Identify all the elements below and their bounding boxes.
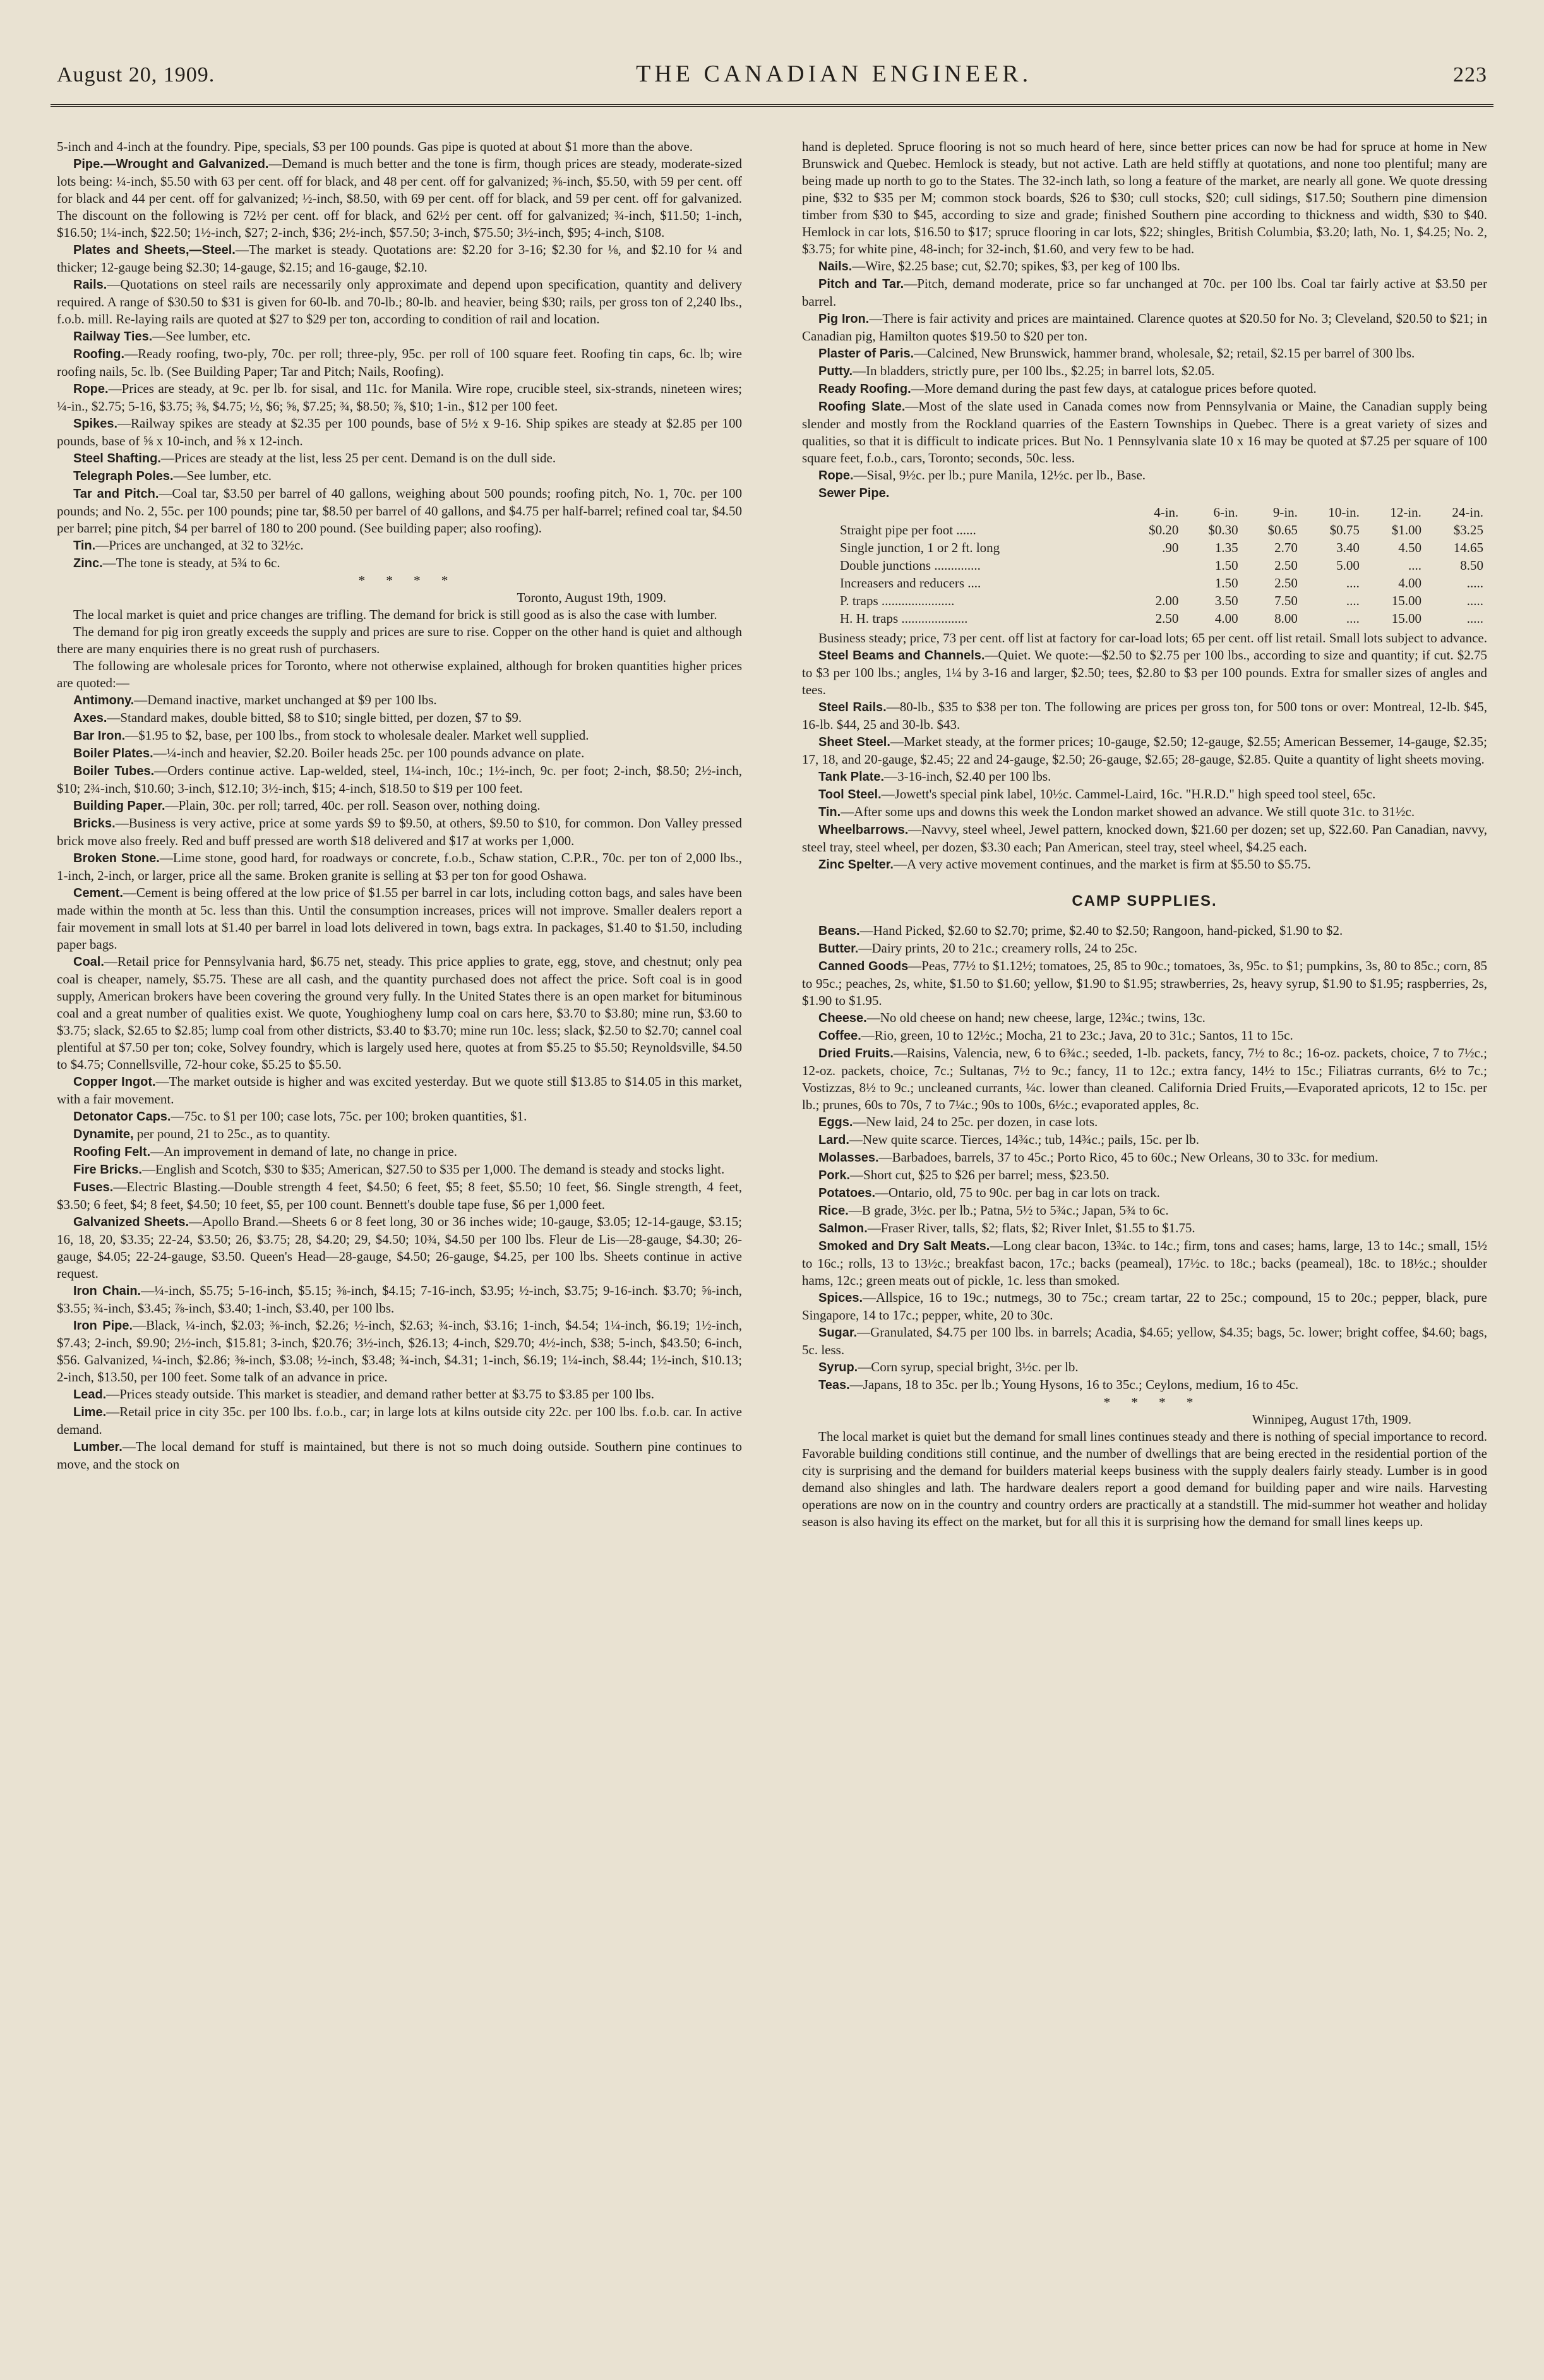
entry-shafting: Steel Shafting.—Prices are steady at the list, less 25 per cent. Demand is on the dull side.: [73, 450, 556, 466]
entry-ready-roofing: Ready Roofing.—More demand during the past few days, at catalogue prices before quoted.: [818, 381, 1317, 396]
entry-nails: Nails.—Wire, $2.25 base; cut, $2.70; spikes, $3, per keg of 100 lbs.: [818, 258, 1180, 273]
entry-plaster: Plaster of Paris.—Calcined, New Brunswick, hammer brand, wholesale, $2; retail, $2.15 per barrel of 300 lbs.: [818, 346, 1415, 361]
entry-roofing-slate: Roofing Slate.—Most of the slate used in Canada comes now from Pennsylvania or Maine, the Canadian supply being slender and mostly from the Rockland quarries of the Eastern Townships in Quebec. There is a great variety of sizes and qualities, so that it is difficult to indicate prices. But No. 1 Pennsylvania slate 10 x 16 may be quoted at $7.25 per square of 100 square feet, f.o.b., cars, Toronto; seconds, 50c. less.: [802, 399, 1487, 466]
entry-tool-steel: Tool Steel.—Jowett's special pink label, 10½c. Cammel-Laird, 16c. "H.R.D." high speed tool steel, 65c.: [818, 786, 1376, 802]
table-row: Increasers and reducers .... 1.50 2.50 .... 4.00 .....: [840, 575, 1483, 591]
entry-ties: Railway Ties.—See lumber, etc.: [73, 328, 251, 344]
entry-wheelbarrows: Wheelbarrows.—Navvy, steel wheel, Jewel pattern, knocked down, $21.60 per dozen; set up, $22.60. Pan Canadian, navvy, steel tray, steel wheel, per dozen, $3.30 each; Pan American, steel tray, steel wheel, $4.25 each.: [802, 822, 1487, 855]
entry-fuses: Fuses.—Electric Blasting.—Double strength 4 feet, $4.50; 6 feet, $5; 8 feet, $5.50; 10 feet, $6. Single strength, 4 feet, $3.50; 6 feet, $4; 8 feet, $4.50; 10 feet, $5, per 100 count. Bennett's double tape fuse, $6 per 1,000 feet.: [57, 1179, 742, 1212]
entry-zinc-spelter: Zinc Spelter.—A very active movement continues, and the market is firm at $5.50 to $5.75.: [818, 856, 1311, 872]
entry-broken-stone: Broken Stone.—Lime stone, good hard, for roadways or concrete, f.o.b., Schaw station, C.P.R., 70c. per ton of 2,000 lbs., 1-inch, 2-inch, or larger, price all the same. Broken granite is selling at $3 per ton for good Oshawa.: [57, 850, 742, 883]
entry-lime: Lime.—Retail price in city 35c. per 100 lbs. f.o.b., car; in large lots at kilns outside city 22c. per 100 lbs. f.o.b. car. In active demand.: [57, 1404, 742, 1437]
section-stars: * * * *: [358, 573, 457, 588]
entry-lead: Lead.—Prices steady outside. This market is steadier, and demand rather better at $3.75 to $3.85 per 100 lbs.: [73, 1386, 654, 1402]
entry-axes: Axes.—Standard makes, double bitted, $8 to $10; single bitted, per dozen, $7 to $9.: [73, 710, 522, 725]
entry-dried-fruits: Dried Fruits.—Raisins, Valencia, new, 6 to 6¾c.; seeded, 1-lb. packets, fancy, 7½ to 8c.; 16-oz. packets, choice, 7 to 7½c.; 12-oz. packets, choice, 7c.; Sultanas, 7½ to 9c.; fancy, 11 to 12c.; extra fancy, 14½ to 15c.; Filiatras currants, 6½ to 7c.; Vostizzas, 8½ to 9c.; uncleaned currants, ¼c. lower than cleaned. California Dried Fruits,—Evaporated apricots, 12 to 15c. per lb.; prunes, 60s to 70s, 7 to 7¼c.; 90s to 100s, 6½c.; evaporated apples, 8c.: [802, 1045, 1487, 1112]
entry-coal: Coal.—Retail price for Pennsylvania hard, $6.75 net, steady. This price applies to grate, egg, stove, and chestnut; only pea coal is cheaper, namely, $5.75. These are all cash, and the quantity purchased does not affect the price. Soft coal is in good supply, American brokers have been covering the ground very fully. In the United States there is an open market for bituminous coal and a great number of qualities exist. We quote, Youghiogheny lump coal on cars here, $3.70 to $3.80; mine run, $3.60 to $3.75; slack, $2.65 to $2.85; lump coal from other districts, $3.40 to $3.70; mine run 10c. less; slack, $2.50 to $2.70; cannel coal plentiful at $7.50 per ton; coke, Solvey foundry, which is largely used here, quotes at from $5.25 to $5.50; Reynoldsville, $4.50 to $4.75; Connellsville, 72-hour coke, $5.25 to $5.50.: [57, 954, 742, 1072]
entry-tin: Tin.—After some ups and downs this week the London market showed an advance. We still quote 31c. to 31½c.: [818, 804, 1415, 819]
entry-pitch: Pitch and Tar.—Pitch, demand moderate, price so far unchanged at 70c. per 100 lbs. Coal tar fairly active at $3.50 per barrel.: [802, 276, 1487, 309]
entry-spikes: Spikes.—Railway spikes are steady at $2.35 per 100 pounds, base of 5½ x 9-16. Ship spikes are steady at $2.85 per 100 pounds, base of ⅝ x 10-inch, and ⅝ x 12-inch.: [57, 416, 742, 448]
paragraph: The local market is quiet but the demand for small lines continues steady and there is nothing of special importance to record. Favorable building conditions still continue, and the number of dwellings that are being erected in the residential portion of the city is surprising and the demand for builders material keeps business with the supply dealers fairly steady. Lumber is in good demand also shingles and lath. The hardware dealers report a good demand for building paper and wire nails. Harvesting operations are now on in the country and country orders are practically at a standstill. The mid-summer hot weather and holiday season is also having its effect on the market, but for all this it is surprising how the demand for small lines keeps up.: [802, 1429, 1487, 1529]
entry-beans: Beans.—Hand Picked, $2.60 to $2.70; prime, $2.40 to $2.50; Rangoon, hand-picked, $1.90 to $2.: [818, 923, 1343, 938]
entry-tin: Tin.—Prices are unchanged, at 32 to 32½c.: [73, 538, 304, 553]
section-stars: * * * *: [1103, 1395, 1202, 1410]
entry-cement: Cement.—Cement is being offered at the low price of $1.55 per barrel in car lots, including cotton bags, and sales have been made within the month at 5c. less than this. Until the consumption increases, prices will not improve. Smaller dealers report a fair movement in small lots at $1.40 per barrel in load lots delivered in town, bags extra. In packages, $1.40 to $1.50, including paper bags.: [57, 885, 742, 952]
entry-putty: Putty.—In bladders, strictly pure, per 100 lbs., $2.25; in barrel lots, $2.05.: [818, 363, 1215, 378]
paragraph: Business steady; price, 73 per cent. off list at factory for car-load lots; 65 per cent. off list retail. Small lots subject to advance.: [818, 630, 1488, 646]
entry-pork: Pork.—Short cut, $25 to $26 per barrel; mess, $23.50.: [818, 1167, 1110, 1182]
entry-iron-pipe: Iron Pipe.—Black, ¼-inch, $2.03; ⅜-inch, $2.26; ½-inch, $2.63; ¾-inch, $3.16; 1-inch, $4.54; 1¼-inch, $6.19; 1½-inch, $7.43; 2-inch, $9.90; 2½-inch, $15.81; 3-inch, $20.76; 3½-inch, $26.13; 4-inch, $29.70; 4½-inch, $38; 5-inch, $43.50; 6-inch, $56. Galvanized, ¼-inch, $2.86; ⅜-inch, $3.08; ½-inch, $3.48; ¾-inch, $4.31; 1-inch, $6.19; 1¼-inch, $8.44; 1½-inch, $10.13; 2-inch, $13.50, per 100 feet. Some talk of an advance in price.: [57, 1318, 742, 1385]
entry-poles: Telegraph Poles.—See lumber, etc.: [73, 468, 272, 483]
page-header: [44, 60, 1500, 104]
entry-steel-beams: Steel Beams and Channels.—Quiet. We quote:—$2.50 to $2.75 per 100 lbs., according to size and quantity; if cut. $2.75 to $3 per 100 lbs.; angles, 1¼ by 3-16 and larger, $2.50; tees, $2.80 to $3 per 100 pounds. Extra for smaller sizes of angles and tees.: [802, 647, 1487, 697]
entry-sewer-pipe: Sewer Pipe.: [818, 486, 890, 500]
entry-spices: Spices.—Allspice, 16 to 19c.; nutmegs, 30 to 75c.; cream tartar, 22 to 25c.; compound, 15 to 20c.; pepper, black, pure Singapore, 14 to 17c.; pepper, white, 20 to 30c.: [802, 1290, 1487, 1323]
sewer-pipe-table: [802, 503, 1487, 627]
entry-dynamite: Dynamite, per pound, 21 to 25c., as to quantity.: [73, 1126, 330, 1141]
paragraph: 5-inch and 4-inch at the foundry. Pipe, specials, $3 per 100 pounds. Gas pipe is quoted at about $1 more than the above.: [57, 139, 693, 154]
toronto-dateline: Toronto, August 19th, 1909.: [517, 590, 666, 605]
table-row: Straight pipe per foot ...... $0.20 $0.30 $0.65 $0.75 $1.00 $3.25: [840, 522, 1483, 538]
table-row: P. traps ...................... 2.00 3.50 7.50 .... 15.00 .....: [840, 593, 1483, 608]
entry-lard: Lard.—New quite scarce. Tierces, 14¾c.; tub, 14¾c.; pails, 15c. per lb.: [818, 1132, 1199, 1147]
entry-building-paper: Building Paper.—Plain, 30c. per roll; tarred, 40c. per roll. Season over, nothing doing.: [73, 798, 541, 813]
entry-sugar: Sugar.—Granulated, $4.75 per 100 lbs. in barrels; Acadia, $4.65; yellow, $4.35; bags, 5c. lower; bright coffee, $4.60; bags, 5c. less.: [802, 1325, 1487, 1357]
entry-pig-iron: Pig Iron.—There is fair activity and prices are maintained. Clarence quotes at $20.50 for No. 3; Cleveland, $20.50 to $21; in Canadian pig, Hamilton quotes $19.50 to $20 per ton.: [802, 311, 1488, 344]
entry-antimony: Antimony.—Demand inactive, market unchanged at $9 per 100 lbs.: [73, 692, 437, 707]
paragraph: The local market is quiet and price changes are trifling. The demand for brick is still good as is also the case with lumber.: [73, 607, 717, 622]
entry-cheese: Cheese.—No old cheese on hand; new cheese, large, 12¾c.; twins, 13c.: [818, 1010, 1206, 1025]
entry-salmon: Salmon.—Fraser River, talls, $2; flats, $2; River Inlet, $1.55 to $1.75.: [818, 1220, 1195, 1235]
entry-detonator: Detonator Caps.—75c. to $1 per 100; case lots, 75c. per 100; broken quantities, $1.: [73, 1109, 527, 1124]
header-rule: [51, 104, 1493, 107]
entry-zinc: Zinc.—The tone is steady, at 5¾ to 6c.: [73, 555, 280, 570]
entry-tank-plate: Tank Plate.—3-16-inch, $2.40 per 100 lbs.: [818, 769, 1051, 784]
entry-sheet-steel: Sheet Steel.—Market steady, at the former prices; 10-gauge, $2.50; 12-gauge, $2.55; American Bessemer, 14-gauge, $2.35; 17, 18, and 20-gauge, $2.45; 22 and 24-gauge, $2.50; 26-gauge, $2.65; 28-gauge, $2.85. Quite a quantity of light sheets moving.: [802, 734, 1488, 767]
entry-rope: Rope.—Prices are steady, at 9c. per lb. for sisal, and 11c. for Manila. Wire rope, crucible steel, six-strands, nineteen wires; ¼-in., $2.75; 5-16, $3.75; ⅜, $4.75; ½, $6; ⅝, $7.25; ¾, $8.50; ⅞, $10; 1-in., $12 per 100 feet.: [57, 381, 742, 414]
entry-potatoes: Potatoes.—Ontario, old, 75 to 90c. per bag in car lots on track.: [818, 1185, 1160, 1200]
entry-tar: Tar and Pitch.—Coal tar, $3.50 per barrel of 40 gallons, weighing about 500 pounds; roofing pitch, No. 1, 70c. per 100 pounds; and No. 2, 55c. per 100 pounds; pine tar, $8.50 per barrel of 40 gallons, and $4.75 per half-barrel; refined coal tar, $4.50 per barrel; pine pitch, $4 per barrel of 180 to 200 pound. (See building paper; also roofing).: [57, 486, 742, 536]
entry-bar-iron: Bar Iron.—$1.95 to $2, base, per 100 lbs., from stock to wholesale dealer. Market well supplied.: [73, 728, 589, 743]
entry-copper: Copper Ingot.—The market outside is higher and was excited yesterday. But we quote still $13.85 to $14.05 in this market, with a fair movement.: [57, 1074, 742, 1107]
entry-coffee: Coffee.—Rio, green, 10 to 12½c.; Mocha, 21 to 23c.; Java, 20 to 31c.; Santos, 11 to 15c.: [818, 1028, 1293, 1043]
entry-rice: Rice.—B grade, 3½c. per lb.; Patna, 5½ to 5¾c.; Japan, 5¾ to 6c.: [818, 1203, 1169, 1218]
entry-lumber: Lumber.—The local demand for stuff is maintained, but there is not so much doing outside. Southern pine continues to move, and the stock on: [57, 1439, 742, 1472]
entry-molasses: Molasses.—Barbadoes, barrels, 37 to 45c.; Porto Rico, 45 to 60c.; New Orleans, 30 to 33c. for medium.: [818, 1150, 1379, 1165]
entry-fire-bricks: Fire Bricks.—English and Scotch, $30 to $35; American, $27.50 to $35 per 1,000. The demand is steady and stocks light.: [73, 1162, 725, 1177]
entry-roofing: Roofing.—Ready roofing, two-ply, 70c. per roll; three-ply, 95c. per roll of 100 square feet. Roofing tin caps, 6c. lb; wire roofing nails, 5c. lb. (See Building Paper; Tar and Pitch; Nails, Roofing).: [57, 346, 742, 379]
entry-plates: Plates and Sheets,—Steel.—The market is steady. Quotations are: $2.20 for 3-16; $2.30 for ⅛, and $2.10 for ¼ and thicker; 12-gauge being $2.30; 14-gauge, $2.15; and 16-gauge, $2.10.: [57, 242, 742, 275]
entry-roofing-felt: Roofing Felt.—An improvement in demand of late, no change in price.: [73, 1144, 457, 1159]
entry-syrup: Syrup.—Corn syrup, special bright, 3½c. per lb.: [818, 1359, 1079, 1374]
winnipeg-dateline: Winnipeg, August 17th, 1909.: [1252, 1412, 1411, 1427]
entry-smoked-meats: Smoked and Dry Salt Meats.—Long clear bacon, 13¾c. to 14c.; firm, tons and cases; hams, large, 13 to 14c.; small, 15½ to 16c.; rolls, 13 to 13½c.; breakfast bacon, 17c.; backs (peameal), 17½c. to 18c.; backs (peameal), 18c. to 18½c.; shoulder hams, 12c.; green meats out of pickle, 1c. less than smoked.: [802, 1238, 1487, 1288]
entry-pipe: Pipe.—Wrought and Galvanized.—Demand is much better and the tone is firm, though prices are steady, moderate-sized lots being: ¼-inch, $5.50 with 63 per cent. off for black, and 48 per cent. off for galvanized; ⅜-inch, $5.50, with 59 per cent. off for black and 44 per cent. off for galvanized; ½-inch, $8.50, with 69 per cent. off for black, and 59 per cent. off for galvanized. The discount on the following is 72½ per cent. off for black, and 62½ per cent. off for galvanized; ¾-inch, $11.50; 1-inch, $16.50; 1¼-inch, $22.50; 1½-inch, $27; 2-inch, $36; 2½-inch, $57.50; 3-inch, $75.50; 3½-inch, $95; 4-inch, $108.: [57, 156, 742, 240]
columns: [44, 138, 1500, 1530]
left-column: [57, 138, 742, 1530]
table-row: Double junctions .............. 1.50 2.50 5.00 .... 8.50: [840, 558, 1483, 573]
entry-bricks: Bricks.—Business is very active, price at some yards $9 to $9.50, at others, $9.50 to $10, for common. Don Valley pressed brick move also freely. Red and buff pressed are worth $18 delivered and $17 at works per 1,000.: [57, 815, 742, 848]
paragraph: The demand for pig iron greatly exceeds the supply and prices are sure to rise. Copper on the other hand is quiet and although there are many enquiries there is no great rush of purchasers.: [57, 624, 742, 656]
camp-supplies-heading: CAMP SUPPLIES.: [1072, 892, 1218, 910]
journal-title: THE CANADIAN ENGINEER.: [636, 61, 1032, 87]
entry-teas: Teas.—Japans, 18 to 35c. per lb.; Young Hysons, 16 to 35c.; Ceylons, medium, 16 to 45c.: [818, 1377, 1299, 1392]
table-row: Single junction, 1 or 2 ft. long .90 1.35 2.70 3.40 4.50 14.65: [840, 540, 1483, 555]
entry-butter: Butter.—Dairy prints, 20 to 21c.; creamery rolls, 24 to 25c.: [818, 941, 1137, 956]
entry-galvanized-sheets: Galvanized Sheets.—Apollo Brand.—Sheets 6 or 8 feet long, 30 or 36 inches wide; 10-gauge, $3.05; 12-14-gauge, $3.15; 16, 18, 20, $3.35; 22-24, $3.50; 26, $3.75; 28, $4.20; 29, $4.50; 10¾, $4.50 per 100 lbs. Fleur de Lis—28-gauge, $4.30; 26-gauge, $4.05; 22-24-gauge, $3.50. Queen's Head—28-gauge, $4.50; 26-gauge, $4.25, per 100 lbs. Sheets continue in active request.: [57, 1214, 742, 1281]
issue-date: August 20, 1909.: [57, 63, 215, 87]
entry-steel-rails: Steel Rails.—80-lb., $35 to $38 per ton. The following are prices per gross ton, for 500 tons or over: Montreal, 12-lb. $45, 16-lb. $44, 25 and 30-lb. $43.: [802, 699, 1488, 732]
entry-iron-chain: Iron Chain.—¼-inch, $5.75; 5-16-inch, $5.15; ⅜-inch, $4.15; 7-16-inch, $3.95; ½-inch, $3.75; 9-16-inch. $3.70; ⅝-inch, $3.55; ¾-inch, $3.45; ⅞-inch, $3.40; 1-inch, $3.40, per 100 lbs.: [57, 1283, 742, 1316]
entry-rope: Rope.—Sisal, 9½c. per lb.; pure Manila, 12½c. per lb., Base.: [818, 467, 1146, 483]
paragraph: The following are wholesale prices for Toronto, where not otherwise explained, although for broken quantities higher prices are quoted:—: [57, 658, 742, 690]
entry-rails: Rails.—Quotations on steel rails are necessarily only approximate and depend upon specification, quantity and delivery required. A range of $30.50 to $31 is given for 60-lb. and 70-lb.; 80-lb. and heavier, being $30; rails, per gross ton of 2,240 lbs., f.o.b. mill. Re-laying rails are quoted at $27 to $29 per ton, according to condition of rail and location.: [57, 277, 742, 327]
entry-boiler-plates: Boiler Plates.—¼-inch and heavier, $2.20. Boiler heads 25c. per 100 pounds advance on plate.: [73, 745, 585, 760]
right-column: [802, 138, 1487, 1530]
table-header-row: 4-in. 6-in. 9-in. 10-in. 12-in. 24-in.: [1154, 505, 1483, 520]
page-number: 223: [1453, 63, 1487, 87]
entry-eggs: Eggs.—New laid, 24 to 25c. per dozen, in case lots.: [818, 1114, 1098, 1129]
table-row: H. H. traps .................... 2.50 4.00 8.00 .... 15.00 .....: [840, 611, 1483, 626]
entry-boiler-tubes: Boiler Tubes.—Orders continue active. Lap-welded, steel, 1¼-inch, 10c.; 1½-inch, 9c. per foot; 2-inch, $8.50; 2½-inch, $10; 2¾-inch, $10.60; 3-inch, $12.10; 3½-inch, $15; 4-inch, $18.50 to $19 per 100 feet.: [57, 763, 743, 796]
paragraph: hand is depleted. Spruce flooring is not so much heard of here, since better prices can now be had for spruce at home in New Brunswick and Quebec. Hemlock is steady, but not active. Lath are held stiffly at quotations, and none too plentiful; many are being made up north to go to the States. The 32-inch lath, so long a feature of the market, are nearly all gone. We quote dressing pine, $32 to $35 per M; common stock boards, $26 to $30; cull stocks, $20; cull sidings, $17.50; Southern pine dimension timber from $30 to $45, according to size and grade; finished Southern pine according to thickness and width, $30 to $40. Hemlock in car lots, $16.50 to $17; spruce flooring in car lots, $22; shingles, British Columbia, $3.20; lath, No. 1, $4.25; No. 2, $3.75; for white pine, 48-inch; for 32-inch, $1.60, and very few to be had.: [802, 139, 1487, 256]
entry-canned-goods: Canned Goods—Peas, 77½ to $1.12½; tomatoes, 25, 85 to 90c.; tomatoes, 3s, 95c. to $1; pumpkins, 3s, 80 to 85c.; corn, 85 to 95c.; peaches, 2s, white, $1.50 to $1.60; yellow, $1.90 to $1.95; strawberries, 2s, heavy syrup, $1.90 to $1.95; raspberries, 2s, $1.90 to $1.95.: [802, 958, 1487, 1008]
